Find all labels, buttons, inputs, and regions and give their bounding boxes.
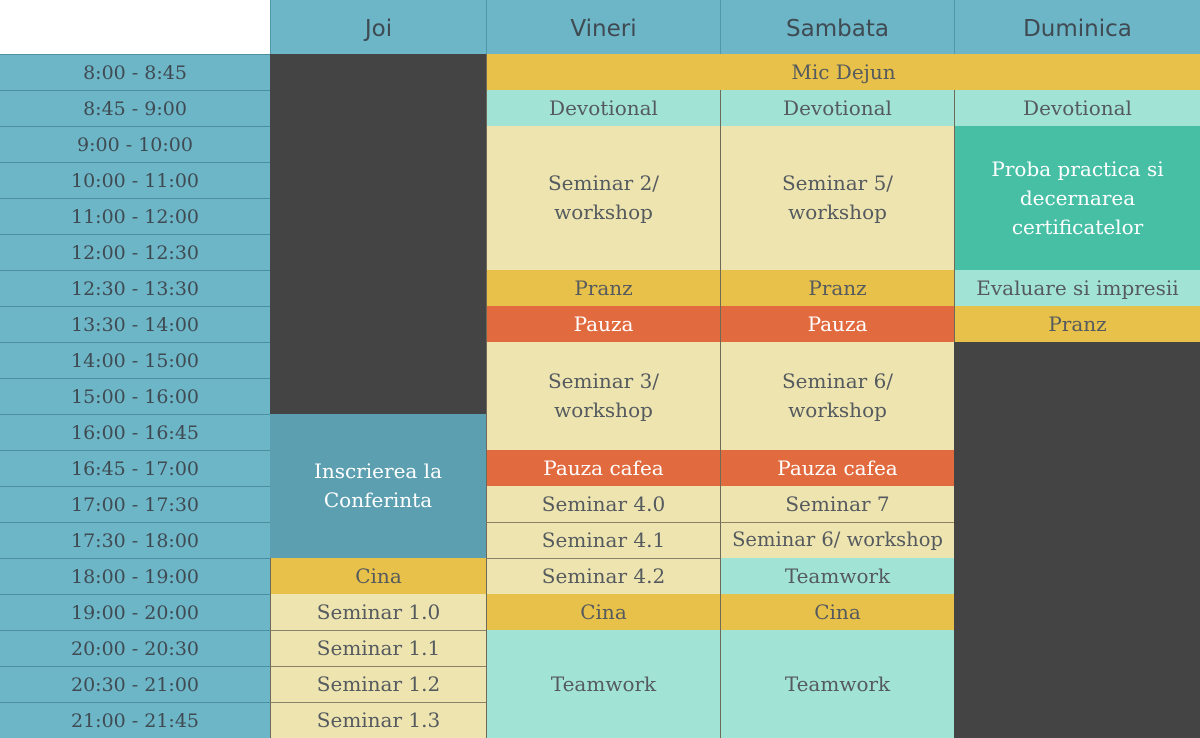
event-seminar-1-0: Seminar 1.0 xyxy=(270,594,486,630)
time-slot: 11:00 - 12:00 xyxy=(0,198,270,234)
event-proba-practica: Proba practica si decernarea certificatelor xyxy=(954,126,1200,270)
event-seminar-4-0: Seminar 4.0 xyxy=(486,486,720,522)
time-slot: 13:30 - 14:00 xyxy=(0,306,270,342)
event-seminar-4-2: Seminar 4.2 xyxy=(486,558,720,594)
event-evaluare-impresii: Evaluare si impresii xyxy=(954,270,1200,306)
event-teamwork-vineri: Teamwork xyxy=(486,630,720,738)
time-slot: 15:00 - 16:00 xyxy=(0,378,270,414)
time-slot: 14:00 - 15:00 xyxy=(0,342,270,378)
time-slot: 8:00 - 8:45 xyxy=(0,54,270,90)
event-teamwork-sambata-1: Teamwork xyxy=(720,558,954,594)
event-pauza-vineri: Pauza xyxy=(486,306,720,342)
time-slot: 12:00 - 12:30 xyxy=(0,234,270,270)
event-seminar-4-1: Seminar 4.1 xyxy=(486,522,720,558)
event-seminar-1-1: Seminar 1.1 xyxy=(270,630,486,666)
time-slot: 17:30 - 18:00 xyxy=(0,522,270,558)
time-slot: 20:30 - 21:00 xyxy=(0,666,270,702)
event-teamwork-sambata-2: Teamwork xyxy=(720,630,954,738)
header-day-duminica: Duminica xyxy=(954,0,1200,54)
event-seminar-6-workshop: Seminar 6/ workshop xyxy=(720,342,954,450)
event-cina-vineri: Cina xyxy=(486,594,720,630)
event-seminar-7: Seminar 7 xyxy=(720,486,954,522)
event-mic-dejun: Mic Dejun xyxy=(486,54,1200,90)
event-seminar-6-workshop-2: Seminar 6/ workshop xyxy=(720,522,954,558)
event-devotional-vineri: Devotional xyxy=(486,90,720,126)
event-seminar-3-workshop: Seminar 3/ workshop xyxy=(486,342,720,450)
event-pauza-sambata: Pauza xyxy=(720,306,954,342)
event-cina-joi: Cina xyxy=(270,558,486,594)
event-devotional-duminica: Devotional xyxy=(954,90,1200,126)
time-slot: 20:00 - 20:30 xyxy=(0,630,270,666)
time-slot: 18:00 - 19:00 xyxy=(0,558,270,594)
time-slot: 16:45 - 17:00 xyxy=(0,450,270,486)
event-cina-sambata: Cina xyxy=(720,594,954,630)
event-pauza-cafea-vineri: Pauza cafea xyxy=(486,450,720,486)
empty-block-joi xyxy=(270,54,486,414)
time-slot: 9:00 - 10:00 xyxy=(0,126,270,162)
time-slot: 10:00 - 11:00 xyxy=(0,162,270,198)
header-day-vineri: Vineri xyxy=(486,0,720,54)
header-day-joi: Joi xyxy=(270,0,486,54)
time-slot: 17:00 - 17:30 xyxy=(0,486,270,522)
event-pranz-duminica: Pranz xyxy=(954,306,1200,342)
time-slot: 12:30 - 13:30 xyxy=(0,270,270,306)
corner-cell xyxy=(0,0,270,54)
event-seminar-1-3: Seminar 1.3 xyxy=(270,702,486,738)
event-pranz-vineri: Pranz xyxy=(486,270,720,306)
event-devotional-sambata: Devotional xyxy=(720,90,954,126)
time-slot: 8:45 - 9:00 xyxy=(0,90,270,126)
empty-block-duminica xyxy=(954,342,1200,738)
header-day-sambata: Sambata xyxy=(720,0,954,54)
time-slot: 21:00 - 21:45 xyxy=(0,702,270,738)
time-slot: 16:00 - 16:45 xyxy=(0,414,270,450)
event-inscrierea-conferinta: Inscrierea la Conferinta xyxy=(270,414,486,558)
time-slot: 19:00 - 20:00 xyxy=(0,594,270,630)
event-seminar-1-2: Seminar 1.2 xyxy=(270,666,486,702)
event-pranz-sambata: Pranz xyxy=(720,270,954,306)
event-pauza-cafea-sambata: Pauza cafea xyxy=(720,450,954,486)
event-seminar-2-workshop: Seminar 2/ workshop xyxy=(486,126,720,270)
event-seminar-5-workshop: Seminar 5/ workshop xyxy=(720,126,954,270)
